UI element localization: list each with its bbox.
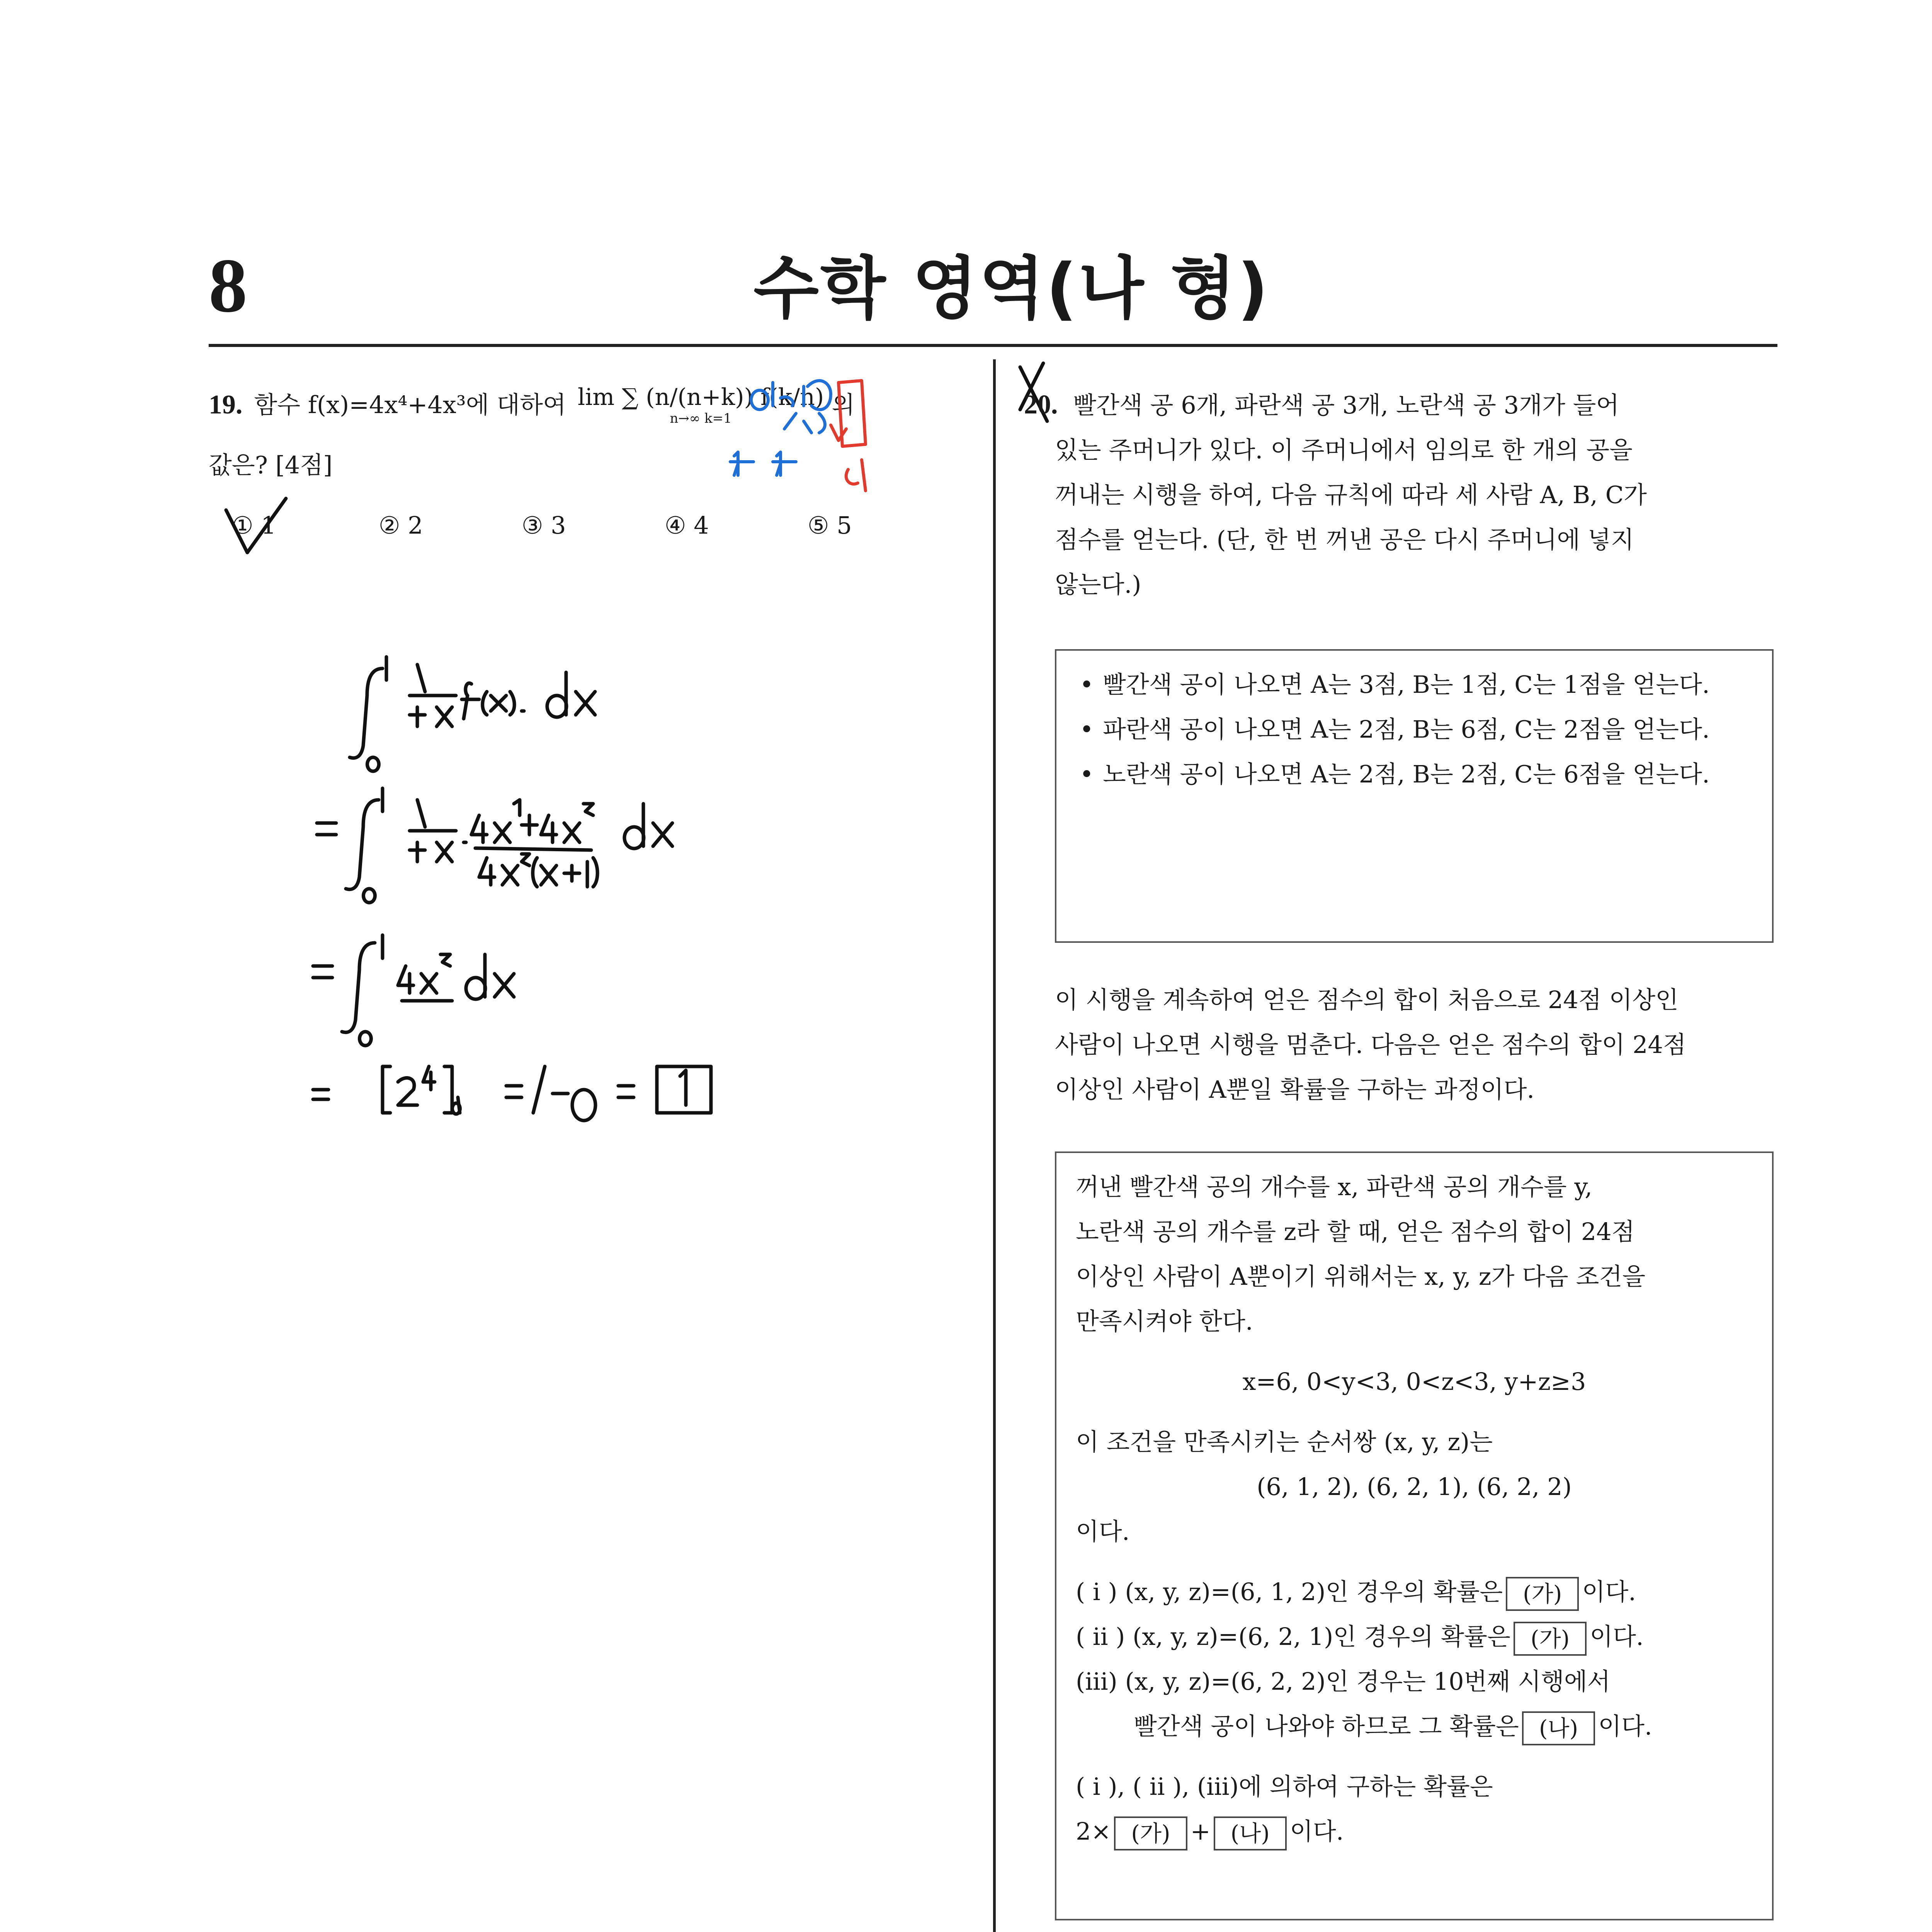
blue-annotation-1-over-n (751, 381, 831, 410)
q20-intro-line: 꺼내는 시행을 하여, 다음 규칙에 따라 세 사람 A, B, C가 (1055, 481, 1647, 509)
case-3-line2 (1076, 1704, 1753, 1749)
page-title: 수학 영역(나 형) (753, 250, 1270, 328)
q19-lim-sub: n→∞ k=1 (670, 411, 732, 426)
q20-intro-line (1024, 383, 1777, 428)
blank-ga[interactable]: (가) (1506, 1577, 1579, 1611)
case-2 (1076, 1614, 1753, 1659)
q20-intro (1024, 383, 1777, 607)
integral-sign-3 (342, 943, 375, 1032)
process-intro-line: 노란색 공의 개수를 z라 할 때, 얻은 점수의 합이 24점 (1076, 1218, 1635, 1246)
case-3-text-2: 빨간색 공이 나와야 하므로 그 확률은 (1134, 1712, 1519, 1740)
q19-choice-2[interactable]: ② 2 (379, 511, 423, 539)
process-intro-line: 꺼낸 빨간색 공의 개수를 x, 파란색 공의 개수를 y, (1076, 1173, 1592, 1201)
page-number: 8 (209, 243, 247, 328)
ordered-end: 이다. (1076, 1517, 1130, 1546)
integral-sign-2 (346, 800, 379, 889)
q20-middle-line: 이 시행을 계속하여 얻은 점수의 합이 처음으로 24점 이상인 (1055, 986, 1679, 1014)
q20-middle-line: 사람이 나오면 시행을 멈춘다. 다음은 얻은 점수의 합이 24점 (1055, 1031, 1686, 1059)
process-intro-line: 만족시켜야 한다. (1076, 1307, 1253, 1335)
checkmark-icon (226, 498, 286, 553)
q19-number: 19. (209, 390, 243, 420)
ordered-intro: 이 조건을 만족시키는 순서쌍 (x, y, z)는 (1076, 1428, 1493, 1456)
conclusion-line2 (1076, 1809, 1753, 1854)
case-1 (1076, 1570, 1753, 1614)
case-2-text: ( ii ) (x, y, z)=(6, 2, 1)인 경우의 확률은 (1076, 1622, 1510, 1651)
red-x-annotation (846, 460, 866, 491)
q20-intro-text: 빨간색 공 6개, 파란색 공 3개, 노란색 공 3개가 들어 (1073, 391, 1619, 419)
q20-intro-line: 않는다.) (1055, 570, 1141, 599)
case-3 (1076, 1659, 1753, 1704)
q20-middle-line: 이상인 사람이 A뿐일 확률을 구하는 과정이다. (1055, 1075, 1535, 1104)
blank-na[interactable]: (나) (1522, 1711, 1595, 1745)
rules-box (1055, 649, 1774, 943)
case-3-text: (iii) (x, y, z)=(6, 2, 2)인 경우는 10번째 시행에서 (1076, 1667, 1611, 1696)
q19-line2: 값은? [4점] (209, 451, 333, 479)
question-20 (1024, 383, 1777, 607)
case-1-text: ( i ) (x, y, z)=(6, 1, 2)인 경우의 확률은 (1076, 1578, 1503, 1606)
process-box (1055, 1151, 1774, 1920)
q19-lim-expr: lim ∑ (n/(n+k)) f(k/n) (578, 384, 824, 411)
case-3-end: 이다. (1598, 1712, 1652, 1740)
conclusion-plus: + (1190, 1817, 1211, 1845)
process-intro-line: 이상인 사람이 A뿐이기 위해서는 x, y, z가 다음 조건을 (1076, 1262, 1646, 1291)
q19-choice-5[interactable]: ⑤ 5 (808, 511, 852, 539)
q19-text-after: 의 (832, 391, 855, 419)
condition-formula: x=6, 0<y<3, 0<z<3, y+z≥3 (1242, 1367, 1586, 1396)
q20-middle (1055, 978, 1789, 1112)
conclusion-line1: ( i ), ( ii ), (iii)에 의하여 구하는 확률은 (1076, 1772, 1493, 1801)
q19-choice-3[interactable]: ③ 3 (522, 511, 566, 539)
rules-list (1072, 662, 1757, 797)
q19-choice-1[interactable]: ① 1 (232, 511, 276, 539)
blank-ga[interactable]: (가) (1114, 1816, 1187, 1850)
case-2-end: 이다. (1590, 1622, 1644, 1651)
ordered-list: (6, 1, 2), (6, 2, 1), (6, 2, 2) (1257, 1473, 1572, 1501)
rule-blue: • 파란색 공이 나오면 A는 2점, B는 6점, C는 2점을 얻는다. (1072, 707, 1757, 752)
rule-yellow: • 노란색 공이 나오면 A는 2점, B는 2점, C는 6점을 얻는다. (1072, 752, 1757, 797)
blank-ga[interactable]: (가) (1514, 1622, 1587, 1656)
q20-intro-line: 점수를 얻는다. (단, 한 번 꺼낸 공은 다시 주머니에 넣지 (1055, 526, 1634, 554)
conclusion-prefix: 2× (1076, 1817, 1111, 1845)
q19-choice-4[interactable]: ④ 4 (665, 511, 709, 539)
integral-sign-1 (350, 668, 383, 758)
rule-red: • 빨간색 공이 나오면 A는 3점, B는 1점, C는 1점을 얻는다. (1072, 662, 1757, 707)
conclusion-end: 이다. (1289, 1817, 1344, 1845)
blank-na[interactable]: (나) (1214, 1816, 1287, 1850)
q20-number: 20. (1024, 390, 1058, 420)
case-1-end: 이다. (1582, 1578, 1636, 1606)
q19-text-before: 함수 f(x)=4x⁴+4x³에 대하여 (254, 391, 566, 419)
q20-intro-line: 있는 주머니가 있다. 이 주머니에서 임의로 한 개의 공을 (1055, 436, 1633, 464)
